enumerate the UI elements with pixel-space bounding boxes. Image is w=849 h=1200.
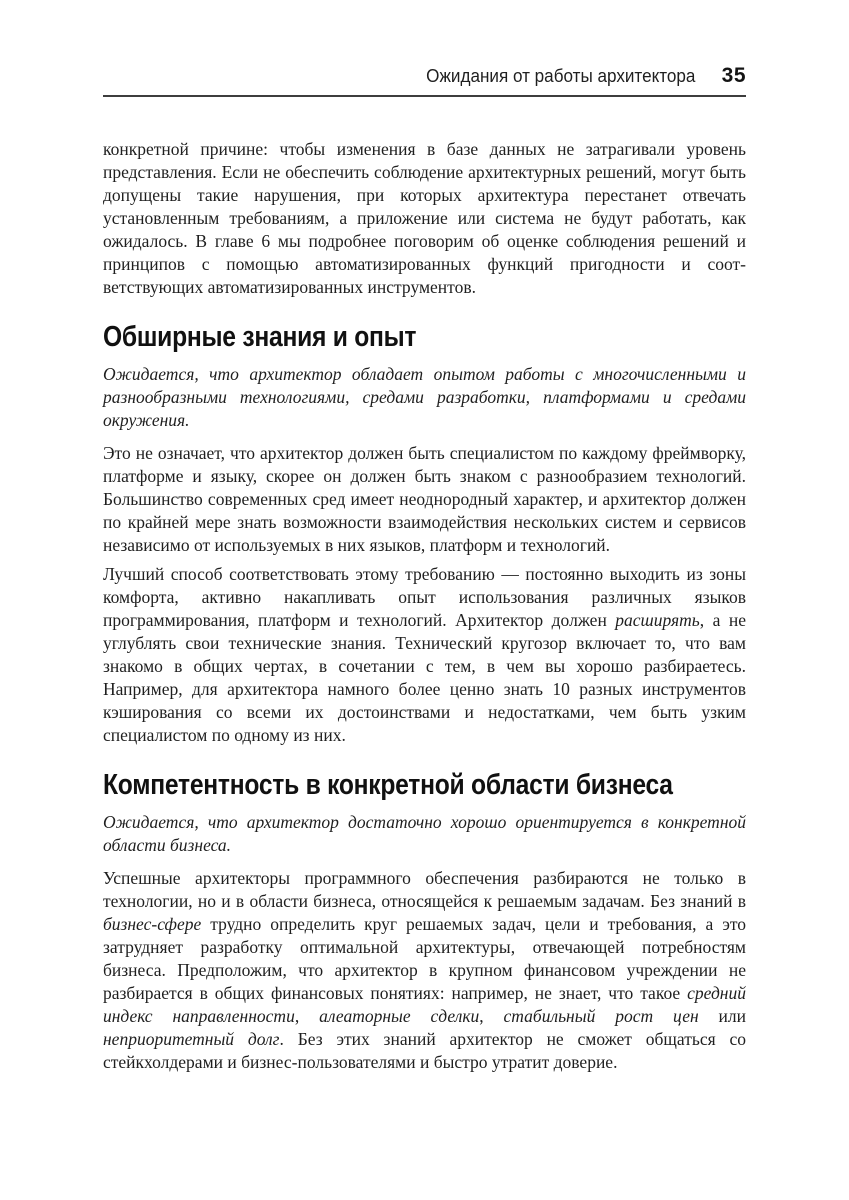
section-business-domain — [103, 769, 747, 1074]
paragraph — [103, 867, 746, 1074]
intro-paragraph — [103, 138, 746, 299]
emphasis-text: стабильный рост цен — [503, 1006, 699, 1026]
text-segment: трудно определить круг решаемых задач, цели и требования, а это затрудняет разработку оптимальной архитектуры, отвечающей потребностям бизнеса. Предположим, что архитектор в крупном финансовом учреждении не разбирается в общих финансовых понятиях: например, не знает, что такое — [103, 914, 746, 1003]
emphasis-text: расширять — [615, 610, 700, 630]
section-broad-knowledge — [103, 321, 746, 747]
text-segment: , а не углублять свои технические знания. Технический кругозор включает то, что вам знакомо в общих чертах, в сочетании с тем, в чем вы хорошо разбираетесь. Например, для архитектора намного более ценно знать 10 разных инструментов кэширования со всеми их достоинствами и недостатками, чем быть узким специалистом по одному из них. — [103, 610, 746, 745]
lead-paragraph: Ожидается, что архитектор достаточно хорошо ориентируется в конкретной области бизнеса. — [103, 812, 746, 855]
page-body — [103, 138, 746, 1074]
emphasis-text: средний индекс направленности — [103, 983, 746, 1026]
page-number: 35 — [721, 64, 746, 87]
text-segment: или — [698, 1006, 747, 1026]
emphasis-text: неприоритетный долг — [103, 1029, 280, 1049]
page-header — [103, 0, 746, 97]
text-segment: Успешные архитекторы программного обеспечения разбираются не только в технологии, но и в области бизнеса, относящейся к решаемым задачам. Без знаний в — [103, 868, 746, 911]
emphasis-text: алеаторные сделки — [319, 1006, 480, 1026]
lead-paragraph: Ожидается, что архитектор обладает опытом работы с многочисленными и разнообразными технологиями, средами разработки, платформами и средами окружения. — [103, 364, 746, 430]
paragraph — [103, 442, 746, 557]
paragraph — [103, 563, 746, 747]
text-segment: Это не означает, что архитектор должен быть специалистом по каждому фреймворку, платформе и языку, скорее он должен быть знаком с разнообразием технологий. Большинство современных сред имеет неоднородный характер, и архитектор должен по крайней мере знать возможности взаимодействия нескольких систем и сервисов независимо от используемых в них языков, платформ и технологий. — [103, 443, 746, 555]
section-heading-business-domain: Компетентность в конкретной области бизнеса — [103, 769, 673, 801]
running-header-title: Ожидания от работы архитектора — [426, 66, 696, 86]
section-heading-broad-knowledge: Обширные знания и опыт — [103, 321, 417, 353]
text-segment: , — [479, 1006, 504, 1026]
page-content — [103, 0, 746, 1080]
emphasis-text: бизнес-сфере — [103, 914, 202, 934]
text-segment: конкретной причине: чтобы изменения в базе данных не затрагивали уровень представления. Если не обеспечить соблюдение архитектурных решений, могут быть допущены такие нарушения, при которых архитектура перестанет отвечать установленным требованиям, а приложение или система не будут работать, как ожидалось. В главе 6 мы подробнее поговорим об оценке соблюдения решений и принципов с помощью автоматизированных функций пригодности и соответствующих автоматизированных инструментов. — [103, 139, 746, 297]
text-segment: Лучший способ соответствовать этому требованию — постоянно выходить из зоны комфорта, активно накапливать опыт использования различных языков программирования, платформ и технологий. Архитектор должен — [103, 564, 746, 630]
text-segment: . Без этих знаний архитектор не сможет общаться со стейкхолдерами и бизнес-пользователями и быстро утратит доверие. — [103, 1029, 746, 1072]
text-segment: , — [294, 1006, 320, 1026]
